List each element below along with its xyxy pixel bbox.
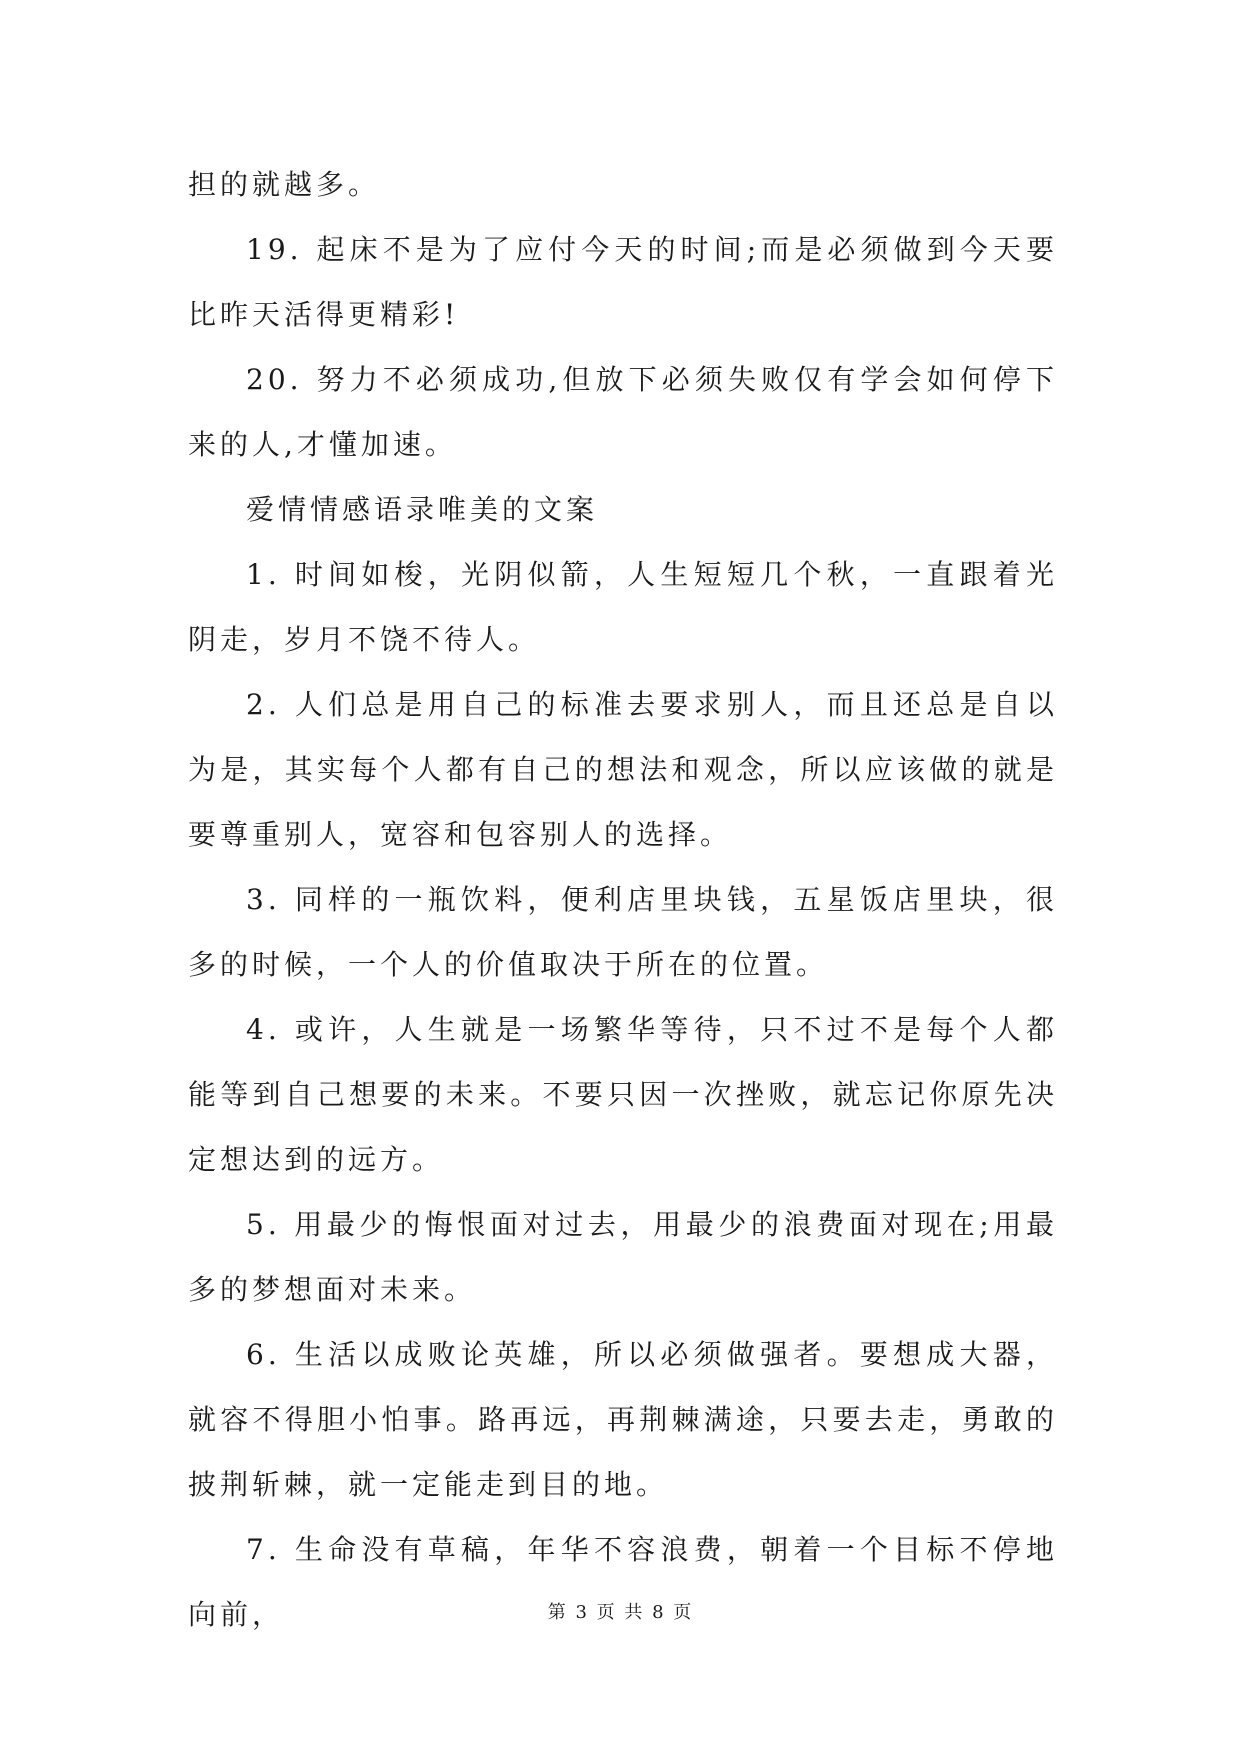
paragraph: 2. 人们总是用自己的标准去要求别人，而且还总是自以为是，其实每个人都有自己的想法和观念，所以应该做的就是要尊重别人，宽容和包容别人的选择。 bbox=[188, 688, 1058, 851]
paragraph: 20. 努力不必须成功,但放下必须失败仅有学会如何停下来的人,才懂加速。 bbox=[188, 363, 1058, 461]
paragraph: 3. 同样的一瓶饮料，便利店里块钱，五星饭店里块，很多的时候，一个人的价值取决于所在的位置。 bbox=[188, 883, 1058, 981]
paragraph: 6. 生活以成败论英雄，所以必须做强者。要想成大器，就容不得胆小怕事。路再远，再荆棘满途，只要去走，勇敢的披荆斩棘，就一定能走到目的地。 bbox=[188, 1338, 1058, 1501]
page-footer: 第 3 页 共 8 页 bbox=[547, 1602, 694, 1623]
paragraph: 1. 时间如梭，光阴似箭，人生短短几个秋，一直跟着光阴走，岁月不饶不待人。 bbox=[188, 558, 1058, 656]
paragraph: 4. 或许，人生就是一场繁华等待，只不过不是每个人都能等到自己想要的未来。不要只因一次挫败，就忘记你原先决定想达到的远方。 bbox=[188, 1013, 1058, 1176]
section-heading: 爱情情感语录唯美的文案 bbox=[246, 493, 599, 526]
paragraph: 7. 生命没有草稿，年华不容浪费，朝着一个目标不停地向前， bbox=[188, 1533, 1058, 1631]
paragraph: 19. 起床不是为了应付今天的时间;而是必须做到今天要比昨天活得更精彩! bbox=[188, 233, 1058, 331]
page-content bbox=[188, 152, 1058, 1647]
paragraph: 5. 用最少的悔恨面对过去，用最少的浪费面对现在;用最多的梦想面对未来。 bbox=[188, 1208, 1058, 1306]
paragraph: 担的就越多。 bbox=[188, 168, 381, 201]
